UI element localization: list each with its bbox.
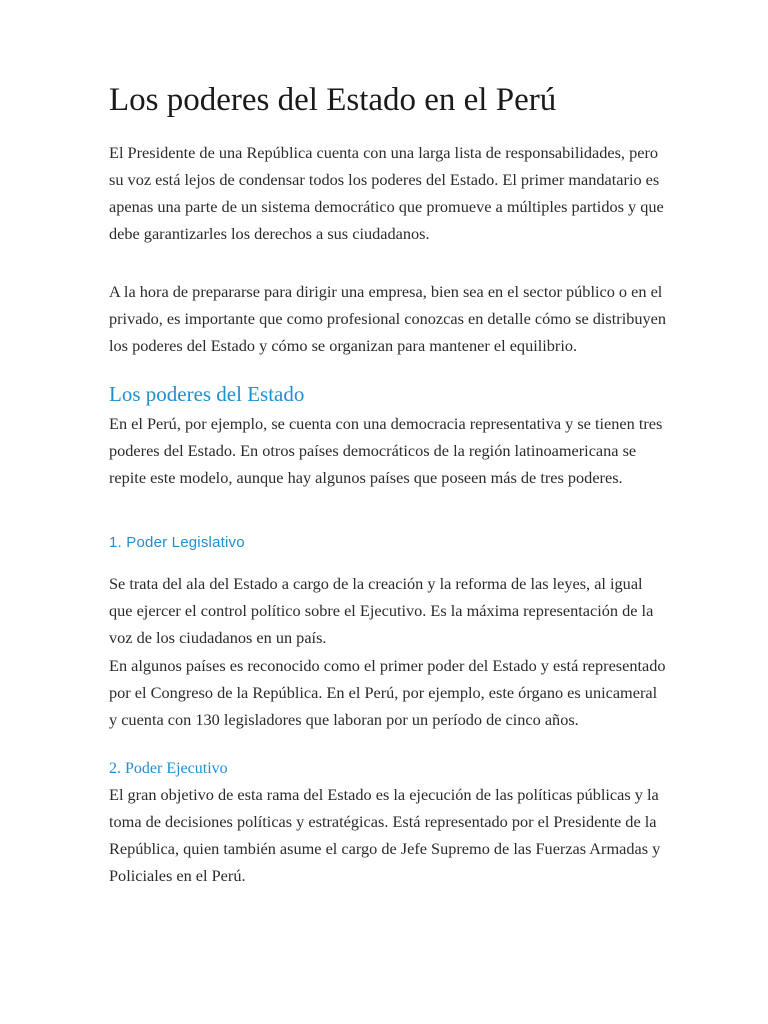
ejecutivo-heading: 2. Poder Ejecutivo (109, 760, 228, 777)
legislativo-paragraph-1: Se trata del ala del Estado a cargo de la creación y la reforma de las leyes, al igual que ejercer el control político sobre el Ejecutivo. Es la máxima representación de la voz de los ciudadanos en un país. (109, 574, 654, 647)
ejecutivo-paragraph-1: El gran objetivo de esta rama del Estado es la ejecución de las políticas públicas y la toma de decisiones políticas y estratégicas. Está representado por el Presidente de la República, quien también asume el cargo de Jefe Supremo de las Fuerzas Armadas y Policiales en el Perú. (109, 785, 661, 885)
page-title: Los poderes del Estado en el Perú (109, 82, 557, 118)
section-heading: Los poderes del Estado (109, 382, 305, 406)
intro-paragraph-1: El Presidente de una República cuenta con una larga lista de responsabilidades, pero su voz está lejos de condensar todos los poderes del Estado. El primer mandatario es apenas una parte de un sistema democrático que promueve a múltiples partidos y que debe garantizarles los derechos a sus ciudadanos. (109, 143, 664, 243)
section-paragraph-1: En el Perú, por ejemplo, se cuenta con una democracia representativa y se tienen tres poderes del Estado. En otros países democráticos de la región latinoamericana se repite este modelo, aunque hay algunos países que poseen más de tres poderes. (109, 414, 663, 487)
legislativo-paragraph-2: En algunos países es reconocido como el primer poder del Estado y está representado por el Congreso de la República. En el Perú, por ejemplo, este órgano es unicameral y cuenta con 130 legisladores que laboran por un período de cinco años. (109, 656, 666, 729)
intro-paragraph-2: A la hora de prepararse para dirigir una empresa, bien sea en el sector público o en el privado, es importante que como profesional conozcas en detalle cómo se distribuyen los poderes del Estado y cómo se organizan para mantener el equilibrio. (109, 282, 667, 355)
legislativo-heading: 1. Poder Legislativo (109, 534, 245, 551)
